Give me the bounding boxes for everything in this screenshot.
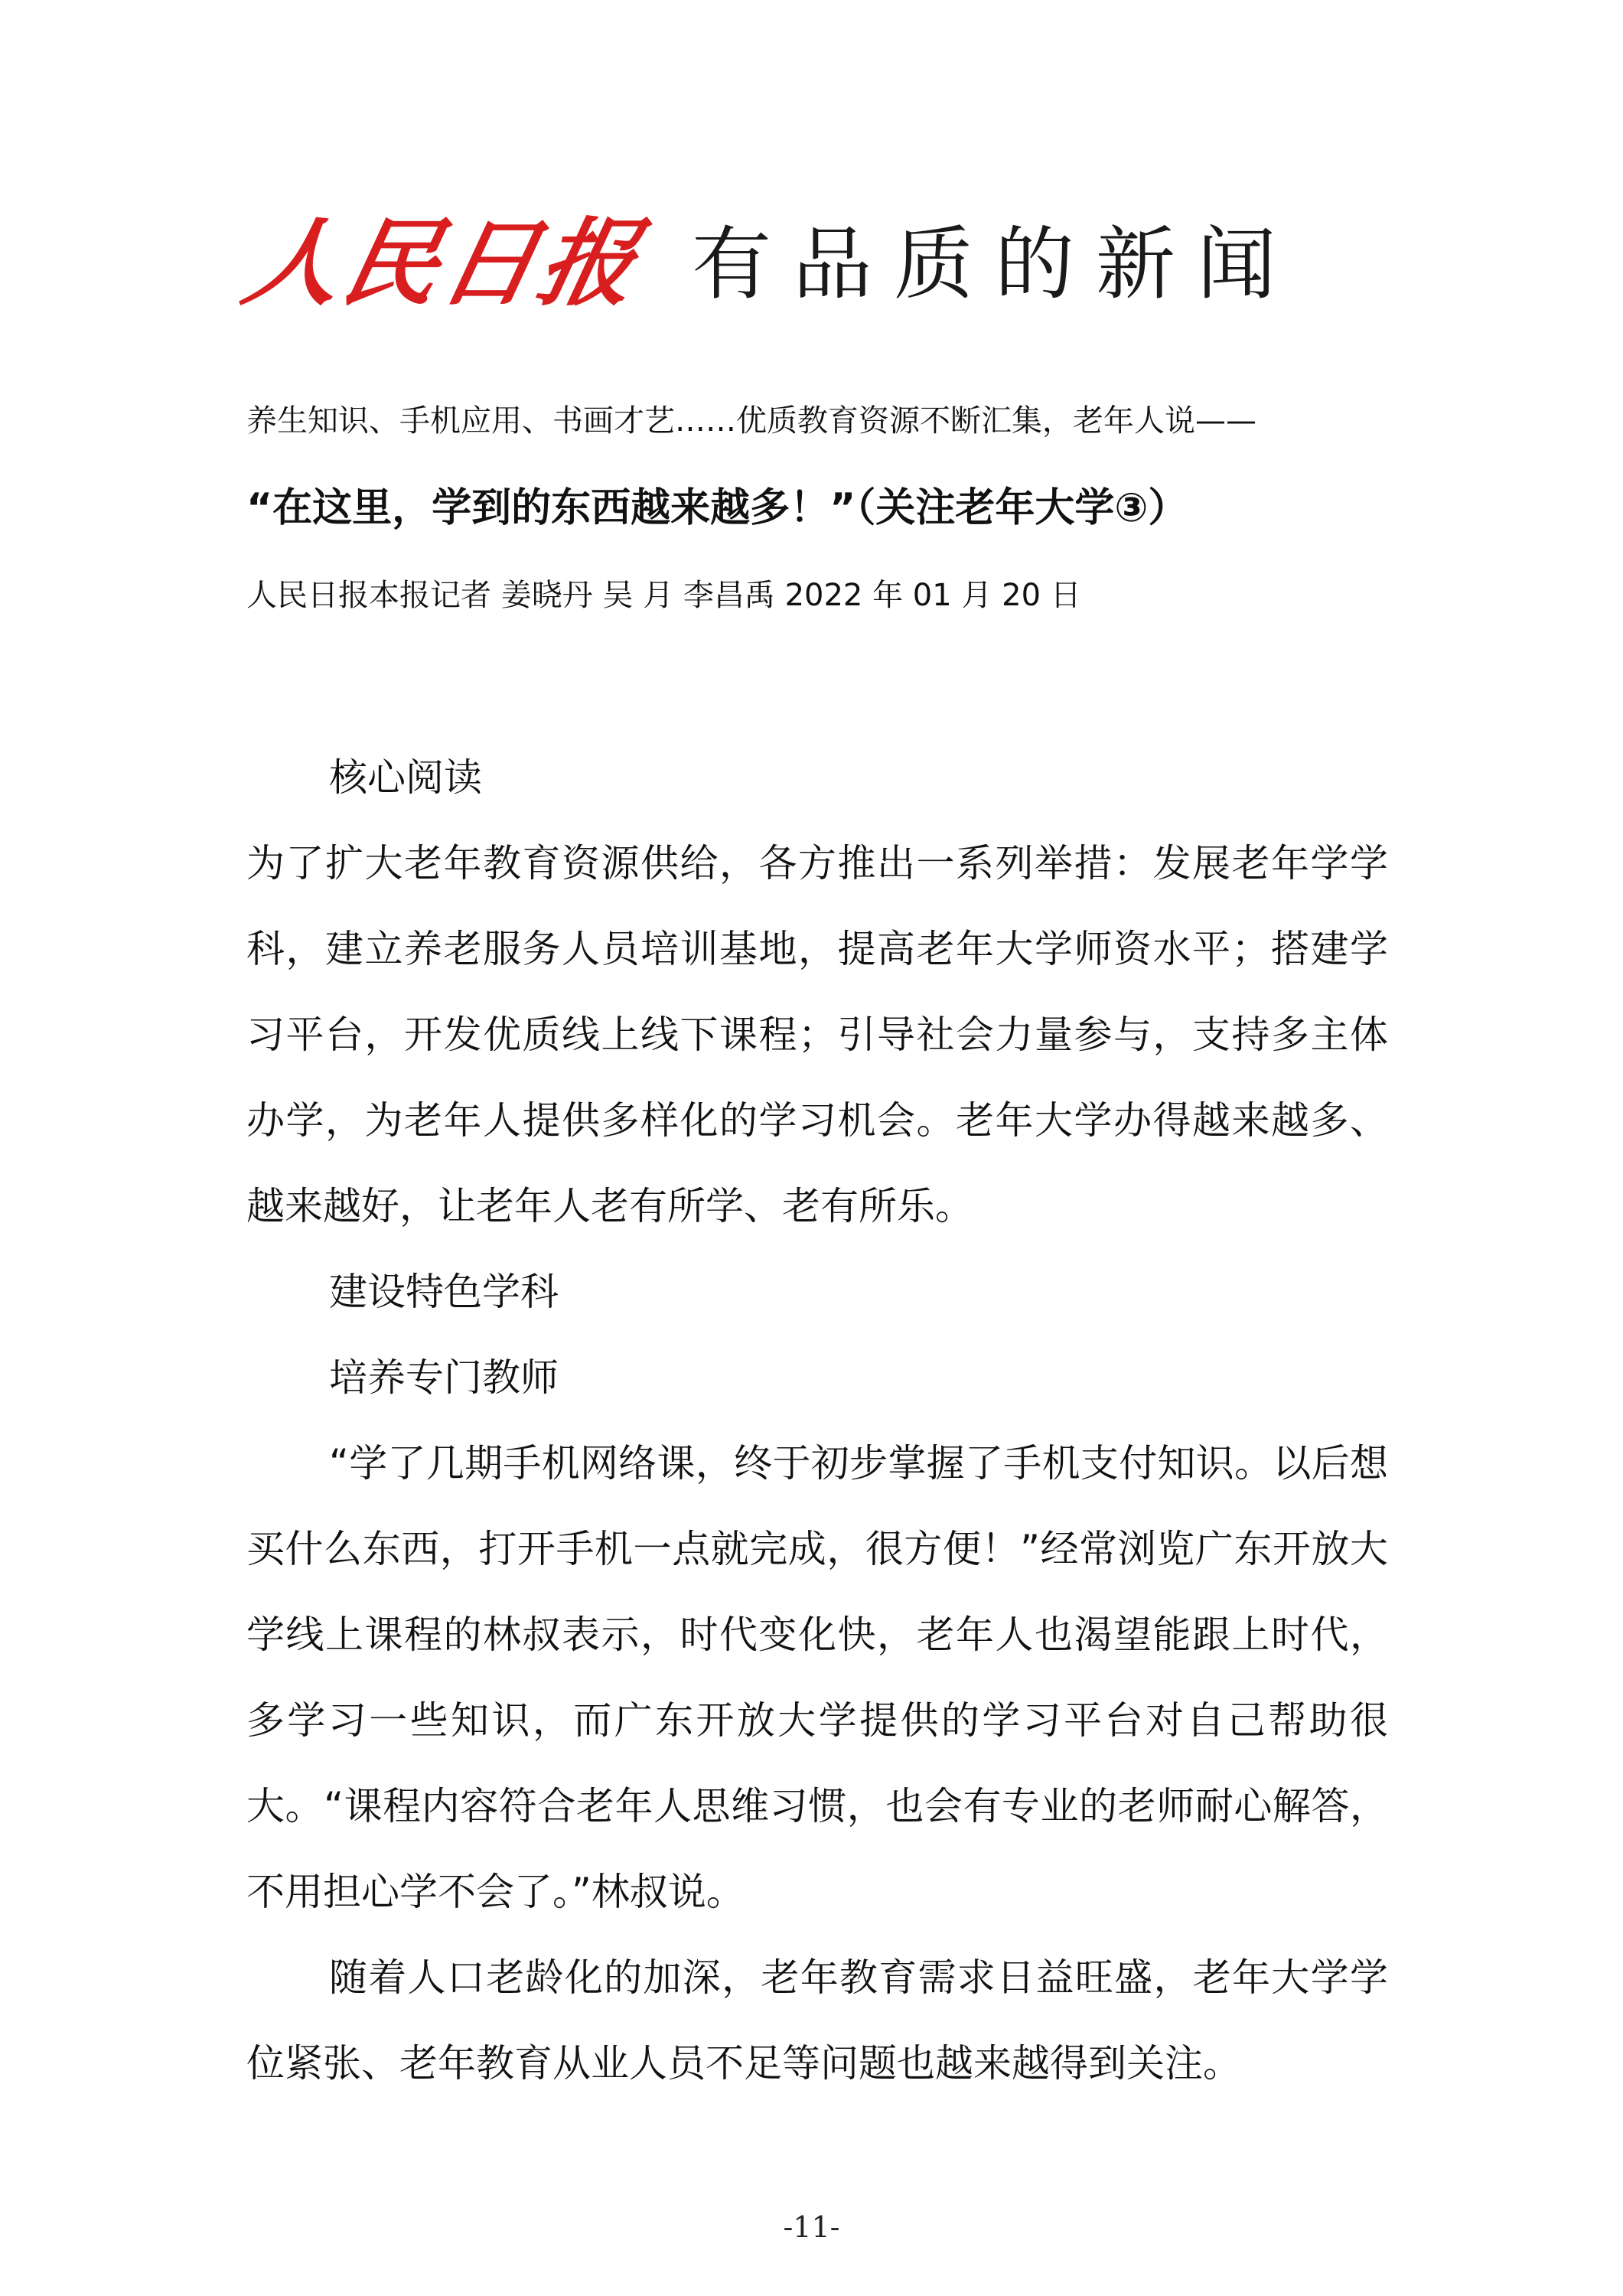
subheading-2: 培养专门教师	[329, 1355, 559, 1400]
newspaper-logo: 人民日报	[234, 208, 650, 319]
paragraph-summary: 为了扩大老年教育资源供给，各方推出一系列举措：发展老年学学科，建立养老服务人员培训基地，提高老年大学师资水平；搭建学习平台，开发优质线上线下课程；引导社会力量参与，支持多主体办学，为老年人提供多样化的学习机会。老年大学办得越来越多、越来越好，让老年人老有所学、老有所乐。	[246, 841, 1388, 1228]
article-kicker: 养生知识、手机应用、书画才艺……优质教育资源不断汇集，老年人说——	[246, 403, 1256, 439]
article-body	[246, 735, 1388, 2106]
page-number: -11-	[783, 2210, 840, 2244]
paragraph-quote: “学了几期手机网络课，终于初步掌握了手机支付知识。以后想买什么东西，打开手机一点就完成，很方便！”经常浏览广东开放大学线上课程的林叔表示，时代变化快，老年人也渴望能跟上时代，多学习一些知识，而广东开放大学提供的学习平台对自己帮助很大。“课程内容符合老年人思维习惯，也会有专业的老师耐心解答，不用担心学不会了。”林叔说。	[246, 1441, 1388, 1914]
subheading-1: 建设特色学科	[329, 1270, 559, 1314]
paragraph-context: 随着人口老龄化的加深，老年教育需求日益旺盛，老年大学学位紧张、老年教育从业人员不足等问题也越来越得到关注。	[246, 1955, 1388, 2086]
masthead	[234, 199, 1299, 329]
masthead-slogan: 有品质的新闻	[692, 217, 1299, 311]
section-heading-core-reading: 核心阅读	[329, 755, 482, 800]
article-headline: “在这里，学到的东西越来越多！”（关注老年大学③）	[246, 485, 1188, 531]
article-byline: 人民日报本报记者 姜晓丹 吴 月 李昌禹 2022 年 01 月 20 日	[246, 578, 1081, 613]
